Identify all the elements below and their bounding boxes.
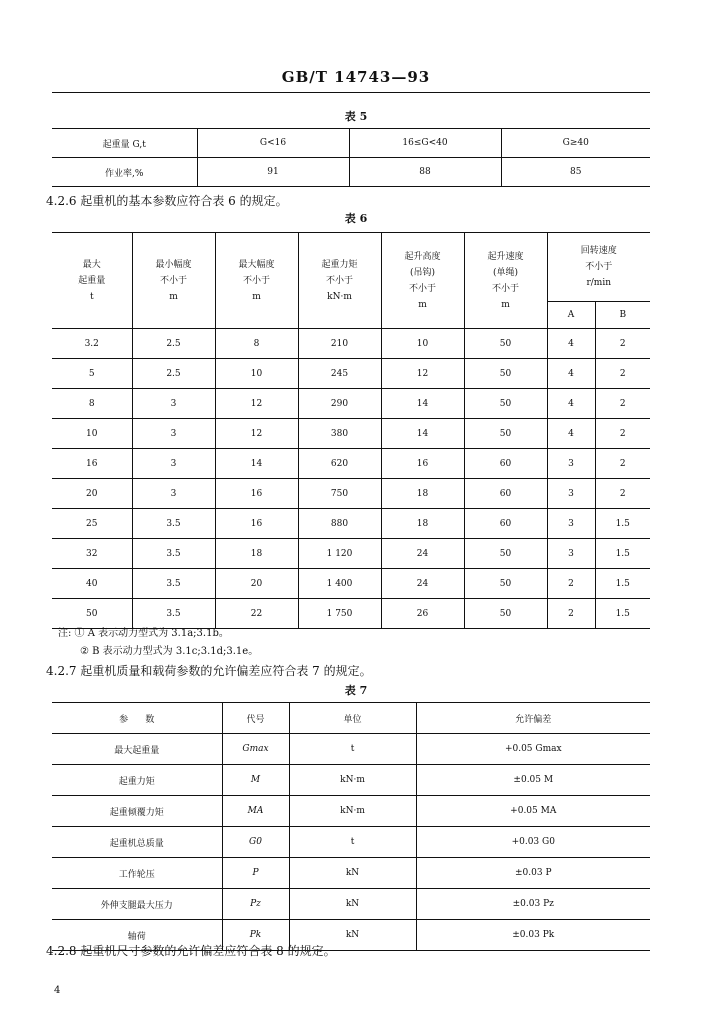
- table6-cell: 1 750: [298, 599, 381, 629]
- table7-header-cell: 代号: [222, 703, 289, 734]
- table7-cell: Pk: [222, 920, 289, 951]
- table6-cell: 50: [464, 599, 547, 629]
- table6-cell: 1 400: [298, 569, 381, 599]
- table5-cell: G<16: [197, 129, 349, 158]
- table6-cell: 16: [215, 479, 298, 509]
- table6-cell: 750: [298, 479, 381, 509]
- table6-header-cell: 最小幅度 不小于 m: [132, 233, 215, 329]
- table6-cell: 50: [464, 569, 547, 599]
- table6-cell: 3.5: [132, 599, 215, 629]
- table7-cell: kN·m: [289, 796, 416, 827]
- table6-header-cell: 起升高度 (吊钩) 不小于 m: [381, 233, 464, 329]
- table6-cell: 1 120: [298, 539, 381, 569]
- table6-cell: 2: [595, 329, 650, 359]
- clause-4-2-8: 4.2.8 起重机尺寸参数的允许偏差应符合表 8 的规定。: [46, 944, 336, 958]
- table7-cell: ±0.03 P: [416, 858, 650, 889]
- table6-cell: 14: [215, 449, 298, 479]
- table6-cell: 50: [464, 359, 547, 389]
- table6-cell: 12: [215, 389, 298, 419]
- table6-cell: 50: [52, 599, 132, 629]
- table6-cell: 8: [215, 329, 298, 359]
- table6-cell: 210: [298, 329, 381, 359]
- table6-cell: 26: [381, 599, 464, 629]
- table6-cell: 3: [547, 539, 595, 569]
- table5: [52, 128, 650, 187]
- table6-cell: 60: [464, 449, 547, 479]
- table7-cell: 工作轮压: [52, 858, 222, 889]
- table7-header-cell: 允许偏差: [416, 703, 650, 734]
- table6-cell: 2: [595, 359, 650, 389]
- table7-header-row: [52, 703, 650, 734]
- table6-cell: 380: [298, 419, 381, 449]
- table7-cell: 轴荷: [52, 920, 222, 951]
- table6-cell: 3: [132, 449, 215, 479]
- table6-cell: 22: [215, 599, 298, 629]
- table6-cell: 2: [595, 389, 650, 419]
- table7-cell: ±0.03 Pz: [416, 889, 650, 920]
- table-row: [52, 129, 650, 158]
- table-row: [52, 389, 650, 419]
- table6-cell: 10: [381, 329, 464, 359]
- table7-cell: 外伸支腿最大压力: [52, 889, 222, 920]
- table7-caption: 表 7: [344, 684, 368, 697]
- table6-cell: 25: [52, 509, 132, 539]
- table7-cell: kN: [289, 889, 416, 920]
- table-row: [52, 539, 650, 569]
- table7-cell: MA: [222, 796, 289, 827]
- table6-cell: 18: [215, 539, 298, 569]
- table6-cell: 3: [132, 479, 215, 509]
- table6-cell: 8: [52, 389, 132, 419]
- table6-cell: 1.5: [595, 569, 650, 599]
- table6-cell: 3: [547, 479, 595, 509]
- table7-cell: 起重力矩: [52, 765, 222, 796]
- table6: [52, 232, 650, 629]
- table6-cell: 50: [464, 539, 547, 569]
- table6-cell: 16: [52, 449, 132, 479]
- table6-cell: 3: [547, 449, 595, 479]
- table6-cell: 24: [381, 539, 464, 569]
- table7-cell: +0.03 G0: [416, 827, 650, 858]
- table6-cell: 20: [52, 479, 132, 509]
- table-row: [52, 569, 650, 599]
- table7-cell: kN·m: [289, 765, 416, 796]
- table6-cell: 5: [52, 359, 132, 389]
- table6-cell: 10: [52, 419, 132, 449]
- table6-cell: 3: [132, 419, 215, 449]
- table6-cell: 50: [464, 419, 547, 449]
- table7-cell: 起重倾覆力矩: [52, 796, 222, 827]
- table7-cell: t: [289, 827, 416, 858]
- table6-cell: 2.5: [132, 329, 215, 359]
- table6-cell: 4: [547, 389, 595, 419]
- table6-cell: 24: [381, 569, 464, 599]
- table7-cell: Gmax: [222, 734, 289, 765]
- table6-cell: 20: [215, 569, 298, 599]
- table6-cell: 2: [595, 419, 650, 449]
- table6-cell: 3.5: [132, 539, 215, 569]
- clause-4-2-6: 4.2.6 起重机的基本参数应符合表 6 的规定。: [46, 194, 288, 208]
- table6-cell: 2.5: [132, 359, 215, 389]
- table6-cell: 12: [381, 359, 464, 389]
- table7-cell: 最大起重量: [52, 734, 222, 765]
- document-header: GB/T 14743—93: [281, 68, 431, 86]
- table6-cell: 3.2: [52, 329, 132, 359]
- table7-cell: t: [289, 734, 416, 765]
- table6-cell: 4: [547, 359, 595, 389]
- table6-cell: 1.5: [595, 509, 650, 539]
- table5-cell: 91: [197, 158, 349, 187]
- table6-cell: 60: [464, 509, 547, 539]
- table7-cell: ±0.05 M: [416, 765, 650, 796]
- table7-cell: +0.05 MA: [416, 796, 650, 827]
- table-row: [52, 734, 650, 765]
- table6-subheader-cell: A: [547, 302, 595, 329]
- table5-cell: 16≤G<40: [349, 129, 501, 158]
- table7: [52, 702, 650, 951]
- table-row: [52, 359, 650, 389]
- page-number: 4: [54, 985, 61, 996]
- table6-header-cell: 起重力矩 不小于 kN·m: [298, 233, 381, 329]
- table7-cell: kN: [289, 858, 416, 889]
- table5-cell: 起重量 G,t: [52, 129, 197, 158]
- table6-cell: 40: [52, 569, 132, 599]
- table6-cell: 2: [595, 479, 650, 509]
- table7-cell: ±0.03 Pk: [416, 920, 650, 951]
- table6-cell: 4: [547, 419, 595, 449]
- table7-cell: 起重机总质量: [52, 827, 222, 858]
- table-row: [52, 796, 650, 827]
- table7-cell: M: [222, 765, 289, 796]
- table7-cell: Pz: [222, 889, 289, 920]
- table6-cell: 18: [381, 479, 464, 509]
- table6-cell: 32: [52, 539, 132, 569]
- table6-cell: 16: [215, 509, 298, 539]
- table6-cell: 50: [464, 329, 547, 359]
- table6-cell: 14: [381, 419, 464, 449]
- table6-cell: 2: [547, 569, 595, 599]
- table6-cell: 60: [464, 479, 547, 509]
- table-row: [52, 827, 650, 858]
- table6-cell: 10: [215, 359, 298, 389]
- table6-cell: 18: [381, 509, 464, 539]
- table6-cell: 880: [298, 509, 381, 539]
- table6-cell: 12: [215, 419, 298, 449]
- note-2: ② B 表示动力型式为 3.1c;3.1d;3.1e。: [80, 646, 259, 657]
- table6-header-cell: 最大幅度 不小于 m: [215, 233, 298, 329]
- table6-header-cell: 回转速度 不小于 r/min: [547, 233, 650, 302]
- table6-cell: 4: [547, 329, 595, 359]
- table-row: [52, 479, 650, 509]
- table6-header-row: [52, 233, 650, 302]
- table6-cell: 2: [595, 449, 650, 479]
- table6-cell: 1.5: [595, 539, 650, 569]
- table5-cell: G≥40: [501, 129, 650, 158]
- table5-cell: 88: [349, 158, 501, 187]
- table-row: [52, 449, 650, 479]
- table7-cell: kN: [289, 920, 416, 951]
- table6-cell: 2: [547, 599, 595, 629]
- table-row: [52, 419, 650, 449]
- table-row: [52, 329, 650, 359]
- table6-header-cell: 起升速度 (单绳) 不小于 m: [464, 233, 547, 329]
- table7-header-cell: 参 数: [52, 703, 222, 734]
- table7-cell: G0: [222, 827, 289, 858]
- table7-cell: +0.05 Gmax: [416, 734, 650, 765]
- table-row: [52, 858, 650, 889]
- note-1: 注: ① A 表示动力型式为 3.1a;3.1b。: [58, 628, 229, 639]
- table6-cell: 50: [464, 389, 547, 419]
- table-row: [52, 765, 650, 796]
- table6-cell: 290: [298, 389, 381, 419]
- table5-caption: 表 5: [344, 110, 368, 123]
- table6-cell: 3.5: [132, 509, 215, 539]
- table-row: [52, 158, 650, 187]
- table6-caption: 表 6: [344, 212, 368, 225]
- table6-cell: 3.5: [132, 569, 215, 599]
- clause-4-2-7: 4.2.7 起重机质量和载荷参数的允许偏差应符合表 7 的规定。: [46, 664, 372, 678]
- table6-cell: 16: [381, 449, 464, 479]
- table6-cell: 1.5: [595, 599, 650, 629]
- table6-cell: 3: [132, 389, 215, 419]
- table-row: [52, 889, 650, 920]
- table-row: [52, 509, 650, 539]
- table7-header-cell: 单位: [289, 703, 416, 734]
- table6-cell: 3: [547, 509, 595, 539]
- table5-cell: 作业率,%: [52, 158, 197, 187]
- table6-cell: 620: [298, 449, 381, 479]
- table6-cell: 245: [298, 359, 381, 389]
- table6-cell: 14: [381, 389, 464, 419]
- table6-subheader-cell: B: [595, 302, 650, 329]
- header-rule: [52, 92, 650, 93]
- table5-cell: 85: [501, 158, 650, 187]
- table6-header-cell: 最大 起重量 t: [52, 233, 132, 329]
- table7-cell: P: [222, 858, 289, 889]
